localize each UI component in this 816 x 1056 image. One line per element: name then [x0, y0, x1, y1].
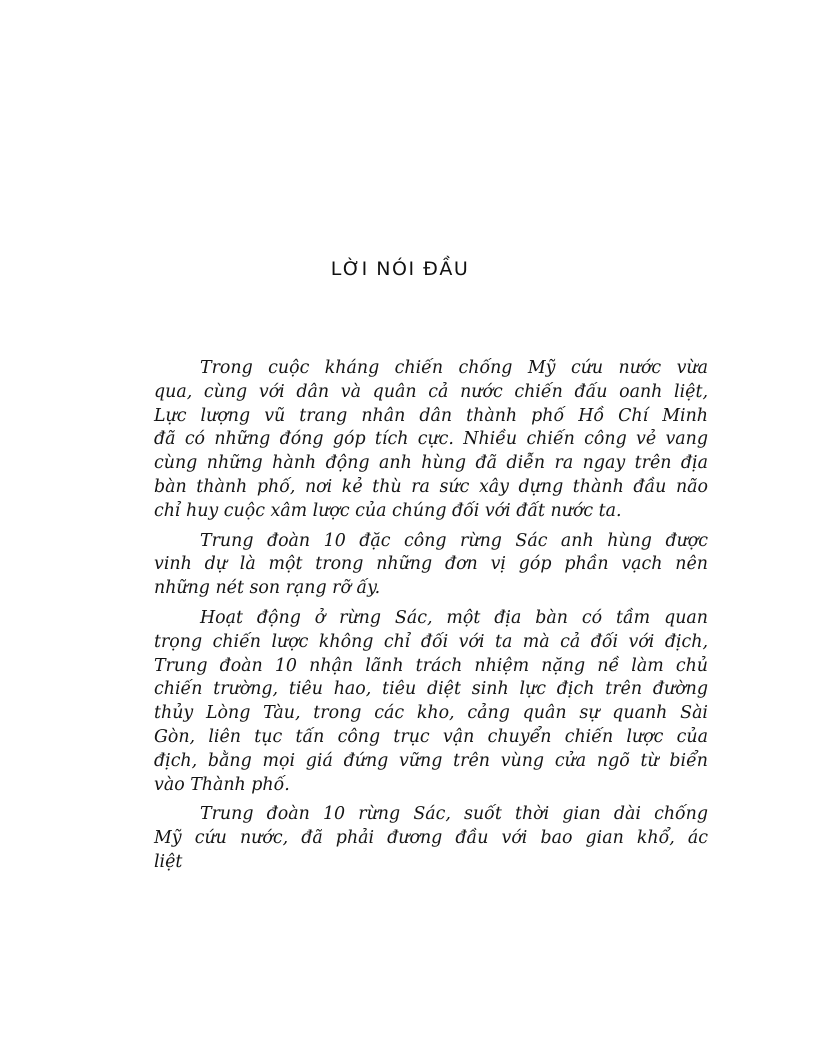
text-line: Trung đoàn 10 rừng Sác, suốt thời gian dài chống	[200, 804, 708, 825]
text-line: Lực lượng vũ trang nhân dân thành phố Hồ Chí Minh	[154, 405, 708, 426]
text-line: chỉ huy cuộc xâm lược của chúng đối với đất nước ta.	[154, 500, 622, 521]
text-line: những nét son rạng rỡ ấy.	[154, 578, 381, 599]
text-line: bàn thành phố, nơi kẻ thù ra sức xây dựng thành đầu não	[154, 476, 708, 497]
text-line: cùng những hành động anh hùng đã diễn ra ngay trên địa	[154, 453, 708, 474]
text-line: qua, cùng với dân và quân cả nước chiến đấu oanh liệt,	[154, 381, 708, 402]
text-line: Hoạt động ở rừng Sác, một địa bàn có tầm quan	[200, 607, 708, 628]
text-line: thủy Lòng Tàu, trong các kho, cảng quân sự quanh Sài	[154, 703, 708, 724]
text-line: Gòn, liên tục tấn công trục vận chuyển chiến lược của	[154, 726, 708, 747]
text-line: Mỹ cứu nước, đã phải đương đầu với bao gian khổ, ác	[154, 828, 708, 849]
text-line: Trung đoàn 10 đặc công rừng Sác anh hùng được	[200, 530, 708, 551]
text-line: vinh dự là một trong những đơn vị góp phần vạch nên	[154, 554, 708, 575]
paragraph-1	[108, 357, 708, 524]
paragraph-2	[108, 530, 708, 601]
text-line: đã có những đóng góp tích cực. Nhiều chiến công vẻ vang	[154, 429, 708, 450]
text-line: địch, bằng mọi giá đứng vững trên vùng cửa ngõ từ biển	[154, 750, 708, 771]
paragraph-3	[108, 607, 708, 797]
text-line: chiến trường, tiêu hao, tiêu diệt sinh lực địch trên đường	[154, 679, 708, 700]
text-line: trọng chiến lược không chỉ đối với ta mà cả đối với địch,	[154, 631, 708, 652]
body-text	[108, 357, 708, 881]
paragraph-4	[108, 803, 708, 874]
text-line: liệt	[154, 851, 183, 872]
text-line: Trong cuộc kháng chiến chống Mỹ cứu nước vừa	[200, 358, 708, 378]
text-line: vào Thành phố.	[154, 774, 290, 795]
text-line: Trung đoàn 10 nhận lãnh trách nhiệm nặng nề làm chủ	[154, 655, 708, 676]
page-title: LỜI NÓI ĐẦU	[330, 258, 470, 280]
